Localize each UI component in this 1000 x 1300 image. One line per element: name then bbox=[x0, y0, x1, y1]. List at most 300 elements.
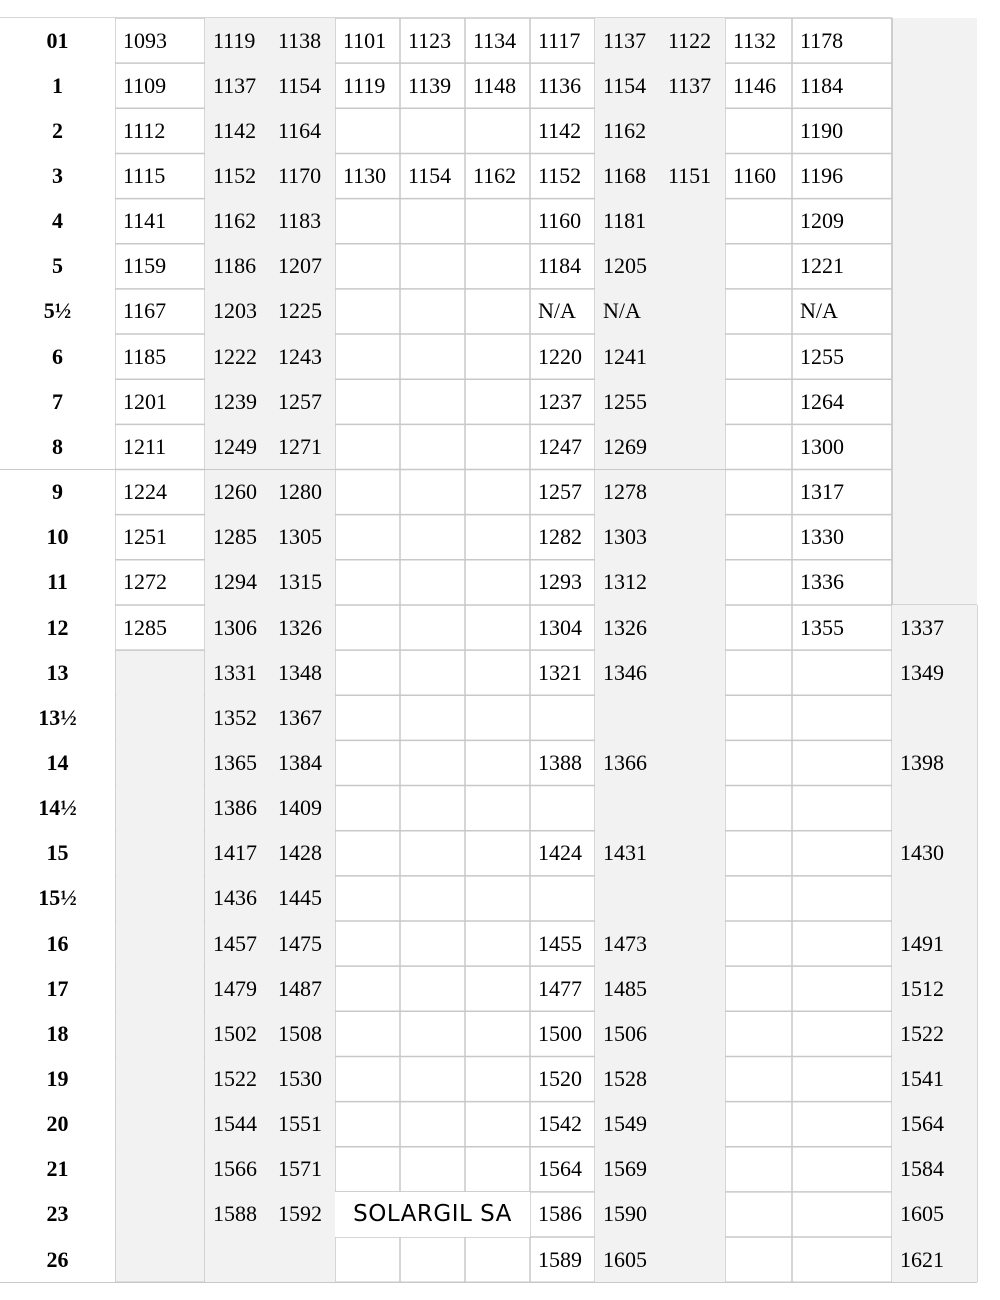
table-cell: 1285 bbox=[123, 614, 167, 640]
table-cell bbox=[335, 515, 400, 560]
table-cell bbox=[465, 966, 530, 1011]
table-cell bbox=[335, 1147, 400, 1192]
table-cell: 1331 bbox=[205, 650, 270, 695]
table-cell bbox=[530, 876, 595, 921]
table-cell: 1564 bbox=[892, 1102, 977, 1147]
table-cell: 1365 bbox=[205, 740, 270, 785]
table-cell bbox=[660, 740, 725, 785]
row-label: 26 bbox=[0, 1237, 115, 1282]
table-cell: 1132 bbox=[733, 27, 777, 53]
table-cell bbox=[792, 650, 892, 695]
table-cell bbox=[335, 379, 400, 424]
table-cell: N/A bbox=[595, 289, 660, 334]
table-cell: 1134 bbox=[473, 27, 517, 53]
table-cell: 1181 bbox=[595, 199, 660, 244]
table-cell bbox=[465, 831, 530, 876]
table-cell bbox=[335, 966, 400, 1011]
table-cell: 1243 bbox=[270, 334, 335, 379]
table-cell bbox=[660, 650, 725, 695]
table-cell: 1247 bbox=[538, 433, 582, 459]
table-cell: 1564 bbox=[538, 1156, 582, 1182]
table-cell bbox=[400, 470, 465, 515]
table-cell: 1566 bbox=[205, 1147, 270, 1192]
row-label: 01 bbox=[0, 18, 115, 63]
table-cell: 1239 bbox=[205, 379, 270, 424]
watermark-text: SOLARGIL SA bbox=[335, 1192, 530, 1237]
table-cell bbox=[465, 876, 530, 921]
row-label: 6 bbox=[0, 334, 115, 379]
table-cell bbox=[660, 876, 725, 921]
table-cell bbox=[792, 831, 892, 876]
table-cell bbox=[400, 831, 465, 876]
table-cell: 1269 bbox=[595, 424, 660, 469]
table-cell bbox=[400, 560, 465, 605]
table-cell: 1093 bbox=[123, 27, 167, 53]
table-cell: 1241 bbox=[595, 334, 660, 379]
table-cell: 1220 bbox=[538, 343, 582, 369]
table-cell: 1164 bbox=[270, 108, 335, 153]
row-label: 7 bbox=[0, 379, 115, 424]
table-cell: 1196 bbox=[800, 163, 844, 188]
table-cell: 1151 bbox=[660, 153, 725, 198]
table-cell bbox=[725, 1102, 792, 1147]
table-cell: 1512 bbox=[892, 966, 977, 1011]
table-cell bbox=[660, 831, 725, 876]
table-cell: 1592 bbox=[270, 1192, 335, 1237]
table-cell bbox=[400, 1147, 465, 1192]
row-label: 20 bbox=[0, 1102, 115, 1147]
table-cell: 1225 bbox=[270, 289, 335, 334]
table-cell: 1386 bbox=[205, 786, 270, 831]
table-cell bbox=[335, 1056, 400, 1101]
table-cell bbox=[335, 244, 400, 289]
table-cell: 1142 bbox=[205, 108, 270, 153]
table-cell: 1141 bbox=[123, 208, 167, 234]
table-cell bbox=[335, 199, 400, 244]
table-cell bbox=[660, 695, 725, 740]
table-cell bbox=[660, 289, 725, 334]
table-cell bbox=[595, 786, 660, 831]
table-cell bbox=[335, 560, 400, 605]
merged-cover bbox=[893, 19, 976, 604]
table-cell bbox=[660, 786, 725, 831]
table-cell: N/A bbox=[538, 298, 576, 324]
table-cell: 1417 bbox=[205, 831, 270, 876]
table-cell bbox=[400, 1237, 465, 1282]
table-cell bbox=[792, 1056, 892, 1101]
table-cell: 1508 bbox=[270, 1011, 335, 1056]
table-cell bbox=[400, 199, 465, 244]
table-cell: 1160 bbox=[538, 208, 582, 234]
row-label: 18 bbox=[0, 1011, 115, 1056]
table-cell bbox=[205, 1237, 270, 1282]
table-cell bbox=[400, 921, 465, 966]
row-label: 23 bbox=[0, 1192, 115, 1237]
table-cell: 1522 bbox=[205, 1056, 270, 1101]
table-cell bbox=[335, 470, 400, 515]
row-label: 4 bbox=[0, 199, 115, 244]
table-cell bbox=[725, 560, 792, 605]
table-cell bbox=[465, 650, 530, 695]
table-cell: 1119 bbox=[343, 72, 386, 98]
table-cell bbox=[400, 379, 465, 424]
table-cell bbox=[335, 786, 400, 831]
table-cell bbox=[335, 876, 400, 921]
table-cell: 1321 bbox=[538, 659, 582, 685]
table-cell: 1346 bbox=[595, 650, 660, 695]
table-cell bbox=[465, 244, 530, 289]
table-cell bbox=[530, 695, 595, 740]
table-cell: 1249 bbox=[205, 424, 270, 469]
table-cell: 1109 bbox=[123, 72, 167, 98]
table-cell: 1409 bbox=[270, 786, 335, 831]
table-cell bbox=[400, 515, 465, 560]
table-cell: 1222 bbox=[205, 334, 270, 379]
table-cell: 1349 bbox=[892, 650, 977, 695]
table-cell: 1160 bbox=[733, 163, 777, 188]
table-cell: 1398 bbox=[892, 740, 977, 785]
table-cell: 1348 bbox=[270, 650, 335, 695]
table-cell: 1167 bbox=[123, 298, 167, 324]
table-cell bbox=[335, 108, 400, 153]
table-cell bbox=[400, 1011, 465, 1056]
table-cell bbox=[725, 108, 792, 153]
table-cell: 1502 bbox=[205, 1011, 270, 1056]
table-cell bbox=[465, 1237, 530, 1282]
table-cell bbox=[792, 876, 892, 921]
table-cell bbox=[725, 876, 792, 921]
table-cell bbox=[465, 1147, 530, 1192]
merged-cover bbox=[116, 651, 204, 1281]
table-cell: 1184 bbox=[800, 72, 844, 98]
table-cell bbox=[660, 108, 725, 153]
table-cell: 1257 bbox=[538, 479, 582, 505]
table-cell: 1117 bbox=[538, 27, 581, 53]
table-cell bbox=[335, 334, 400, 379]
table-cell bbox=[465, 740, 530, 785]
table-cell: 1146 bbox=[733, 72, 777, 98]
table-cell: 1300 bbox=[800, 433, 844, 459]
table-cell: 1154 bbox=[408, 163, 452, 188]
table-cell: 1384 bbox=[270, 740, 335, 785]
table-cell: 1184 bbox=[538, 253, 582, 279]
table-cell: 1621 bbox=[892, 1237, 977, 1282]
row-label: 9 bbox=[0, 470, 115, 515]
table-cell bbox=[465, 1056, 530, 1101]
table-cell bbox=[725, 605, 792, 650]
table-cell: 1255 bbox=[595, 379, 660, 424]
table-cell bbox=[725, 334, 792, 379]
table-cell: 1590 bbox=[595, 1192, 660, 1237]
table-cell bbox=[725, 1056, 792, 1101]
table-cell bbox=[400, 876, 465, 921]
table-cell: 1123 bbox=[408, 27, 452, 53]
table-cell: 1260 bbox=[205, 470, 270, 515]
table-cell bbox=[725, 740, 792, 785]
table-cell bbox=[660, 334, 725, 379]
table-cell bbox=[660, 1056, 725, 1101]
table-cell: 1352 bbox=[205, 695, 270, 740]
table-cell: 1201 bbox=[123, 388, 167, 414]
table-cell bbox=[792, 786, 892, 831]
table-cell: 1306 bbox=[205, 605, 270, 650]
table-cell bbox=[465, 605, 530, 650]
table-cell: 1330 bbox=[800, 524, 844, 550]
table-cell: 1251 bbox=[123, 524, 167, 550]
table-cell: 1186 bbox=[205, 244, 270, 289]
table-cell bbox=[892, 876, 977, 921]
table-cell bbox=[792, 1011, 892, 1056]
table-cell bbox=[792, 1102, 892, 1147]
table-cell: 1541 bbox=[892, 1056, 977, 1101]
table-cell bbox=[595, 876, 660, 921]
table-cell: 1272 bbox=[123, 569, 167, 595]
table-cell: 1475 bbox=[270, 921, 335, 966]
table-cell bbox=[660, 560, 725, 605]
table-cell bbox=[792, 966, 892, 1011]
table-cell: 1336 bbox=[800, 569, 844, 595]
row-label: 2 bbox=[0, 108, 115, 153]
table-cell: 1605 bbox=[892, 1192, 977, 1237]
table-cell: 1479 bbox=[205, 966, 270, 1011]
row-label: 13½ bbox=[0, 695, 115, 740]
row-label: 16 bbox=[0, 921, 115, 966]
table-cell bbox=[725, 1237, 792, 1282]
table-cell: 1264 bbox=[800, 388, 844, 414]
table-cell: 1431 bbox=[595, 831, 660, 876]
table-cell bbox=[400, 695, 465, 740]
table-cell: 1138 bbox=[270, 18, 335, 63]
row-label: 12 bbox=[0, 605, 115, 650]
table-cell: 1255 bbox=[800, 343, 844, 369]
table-cell bbox=[335, 831, 400, 876]
table-cell: 1115 bbox=[123, 163, 166, 188]
table-cell: 1162 bbox=[205, 199, 270, 244]
table-cell bbox=[725, 515, 792, 560]
table-cell: 1154 bbox=[270, 63, 335, 108]
table-cell: 1473 bbox=[595, 921, 660, 966]
table-cell: 1119 bbox=[205, 18, 270, 63]
table-cell: 1205 bbox=[595, 244, 660, 289]
table-cell: 1178 bbox=[800, 27, 844, 53]
table-cell bbox=[725, 921, 792, 966]
table-cell bbox=[400, 424, 465, 469]
table-cell: 1305 bbox=[270, 515, 335, 560]
table-cell: 1337 bbox=[892, 605, 977, 650]
table-cell bbox=[660, 515, 725, 560]
row-label: 14½ bbox=[0, 786, 115, 831]
table-cell: 1122 bbox=[660, 18, 725, 63]
table-cell bbox=[660, 424, 725, 469]
table-cell: 1271 bbox=[270, 424, 335, 469]
table-cell bbox=[400, 1056, 465, 1101]
table-cell: 1366 bbox=[595, 740, 660, 785]
row-label: 11 bbox=[0, 560, 115, 605]
row-label: 5 bbox=[0, 244, 115, 289]
table-cell bbox=[660, 966, 725, 1011]
table-cell: 1168 bbox=[595, 153, 660, 198]
table-cell bbox=[465, 199, 530, 244]
table-cell bbox=[400, 108, 465, 153]
table-cell: 1101 bbox=[343, 27, 387, 53]
table-cell bbox=[725, 379, 792, 424]
table-cell: 1326 bbox=[270, 605, 335, 650]
table-cell: 1207 bbox=[270, 244, 335, 289]
table-cell: 1522 bbox=[892, 1011, 977, 1056]
table-cell: 1224 bbox=[123, 479, 167, 505]
table-cell bbox=[725, 966, 792, 1011]
row-label: 8 bbox=[0, 424, 115, 469]
table-cell: 1430 bbox=[892, 831, 977, 876]
table-cell: 1137 bbox=[660, 63, 725, 108]
table-cell: 1142 bbox=[538, 117, 582, 143]
row-label: 19 bbox=[0, 1056, 115, 1101]
table-cell bbox=[530, 786, 595, 831]
table-cell: 1293 bbox=[538, 569, 582, 595]
table-cell: 1137 bbox=[205, 63, 270, 108]
table-cell: 1282 bbox=[538, 524, 582, 550]
table-cell: 1355 bbox=[800, 614, 844, 640]
table-cell bbox=[792, 1237, 892, 1282]
table-cell: 1183 bbox=[270, 199, 335, 244]
table-cell: 1571 bbox=[270, 1147, 335, 1192]
table-cell bbox=[725, 650, 792, 695]
table-cell: 1130 bbox=[343, 163, 387, 188]
table-cell bbox=[270, 1237, 335, 1282]
table-cell: 1584 bbox=[892, 1147, 977, 1192]
table-cell bbox=[335, 921, 400, 966]
table-cell bbox=[660, 1011, 725, 1056]
row-label: 13 bbox=[0, 650, 115, 695]
table-cell: 1139 bbox=[408, 72, 452, 98]
table-cell: 1520 bbox=[538, 1066, 582, 1091]
table-cell bbox=[660, 1147, 725, 1192]
table-cell: 1388 bbox=[538, 749, 582, 775]
table-cell bbox=[400, 244, 465, 289]
table-cell bbox=[465, 289, 530, 334]
table-cell: 1326 bbox=[595, 605, 660, 650]
table-cell bbox=[792, 921, 892, 966]
table-cell bbox=[725, 244, 792, 289]
table-cell bbox=[335, 1011, 400, 1056]
table-cell bbox=[400, 650, 465, 695]
table-cell bbox=[335, 605, 400, 650]
table-cell: 1312 bbox=[595, 560, 660, 605]
table-cell: 1190 bbox=[800, 117, 844, 143]
table-cell: 1455 bbox=[538, 930, 582, 956]
table-cell: 1549 bbox=[595, 1102, 660, 1147]
table-cell bbox=[335, 1102, 400, 1147]
table-cell bbox=[465, 695, 530, 740]
table-cell bbox=[335, 695, 400, 740]
table-cell: 1586 bbox=[538, 1201, 582, 1227]
table-cell: 1148 bbox=[473, 72, 517, 98]
table-cell: 1317 bbox=[800, 479, 844, 505]
table-cell: 1605 bbox=[595, 1237, 660, 1282]
table-cell bbox=[660, 470, 725, 515]
table-cell bbox=[335, 289, 400, 334]
table-cell bbox=[660, 921, 725, 966]
table-cell bbox=[465, 560, 530, 605]
table-cell bbox=[465, 786, 530, 831]
table-cell: 1285 bbox=[205, 515, 270, 560]
table-cell: 1257 bbox=[270, 379, 335, 424]
table-cell bbox=[335, 1237, 400, 1282]
table-cell bbox=[400, 1102, 465, 1147]
row-label: 14 bbox=[0, 740, 115, 785]
table-cell bbox=[465, 921, 530, 966]
table-cell bbox=[792, 695, 892, 740]
table-cell: 1569 bbox=[595, 1147, 660, 1192]
table-cell bbox=[465, 108, 530, 153]
table-cell: 1367 bbox=[270, 695, 335, 740]
table-cell bbox=[725, 786, 792, 831]
table-cell: 1457 bbox=[205, 921, 270, 966]
table-cell bbox=[400, 289, 465, 334]
table-cell bbox=[660, 605, 725, 650]
table-cell: 1152 bbox=[205, 153, 270, 198]
table-cell bbox=[725, 1147, 792, 1192]
table-cell bbox=[892, 695, 977, 740]
table-cell bbox=[465, 334, 530, 379]
table-cell: 1436 bbox=[205, 876, 270, 921]
table-cell: 1170 bbox=[270, 153, 335, 198]
table-cell bbox=[792, 1192, 892, 1237]
table-cell: N/A bbox=[800, 298, 838, 324]
table-cell: 1477 bbox=[538, 975, 582, 1001]
table-cell bbox=[660, 379, 725, 424]
table-cell: 1304 bbox=[538, 614, 582, 640]
table-cell bbox=[725, 1192, 792, 1237]
table-cell: 1137 bbox=[595, 18, 660, 63]
table-cell: 1428 bbox=[270, 831, 335, 876]
row-label: 5½ bbox=[0, 289, 115, 334]
table-cell bbox=[465, 470, 530, 515]
table-cell bbox=[725, 424, 792, 469]
table-cell bbox=[725, 831, 792, 876]
table-cell: 1544 bbox=[205, 1102, 270, 1147]
table-cell bbox=[892, 786, 977, 831]
table-cell: 1445 bbox=[270, 876, 335, 921]
table-cell: 1162 bbox=[473, 163, 517, 188]
table-cell: 1528 bbox=[595, 1056, 660, 1101]
table-cell: 1112 bbox=[123, 117, 166, 143]
row-label: 15½ bbox=[0, 876, 115, 921]
table-cell: 1506 bbox=[595, 1011, 660, 1056]
table-cell: 1542 bbox=[538, 1111, 582, 1137]
table-cell bbox=[660, 1192, 725, 1237]
table-cell: 1159 bbox=[123, 253, 167, 279]
table-cell bbox=[400, 966, 465, 1011]
table-cell: 1315 bbox=[270, 560, 335, 605]
row-label: 21 bbox=[0, 1147, 115, 1192]
table-cell bbox=[725, 199, 792, 244]
table-cell: 1487 bbox=[270, 966, 335, 1011]
table-cell: 1185 bbox=[123, 343, 167, 369]
table-cell bbox=[465, 424, 530, 469]
table-cell: 1203 bbox=[205, 289, 270, 334]
table-cell: 1221 bbox=[800, 253, 844, 279]
table-cell bbox=[660, 199, 725, 244]
table-cell bbox=[335, 424, 400, 469]
table-cell bbox=[660, 1102, 725, 1147]
table-cell: 1588 bbox=[205, 1192, 270, 1237]
row-label: 3 bbox=[0, 153, 115, 198]
row-label: 15 bbox=[0, 831, 115, 876]
table-cell: 1294 bbox=[205, 560, 270, 605]
table-cell: 1211 bbox=[123, 433, 167, 459]
table-cell bbox=[465, 1102, 530, 1147]
